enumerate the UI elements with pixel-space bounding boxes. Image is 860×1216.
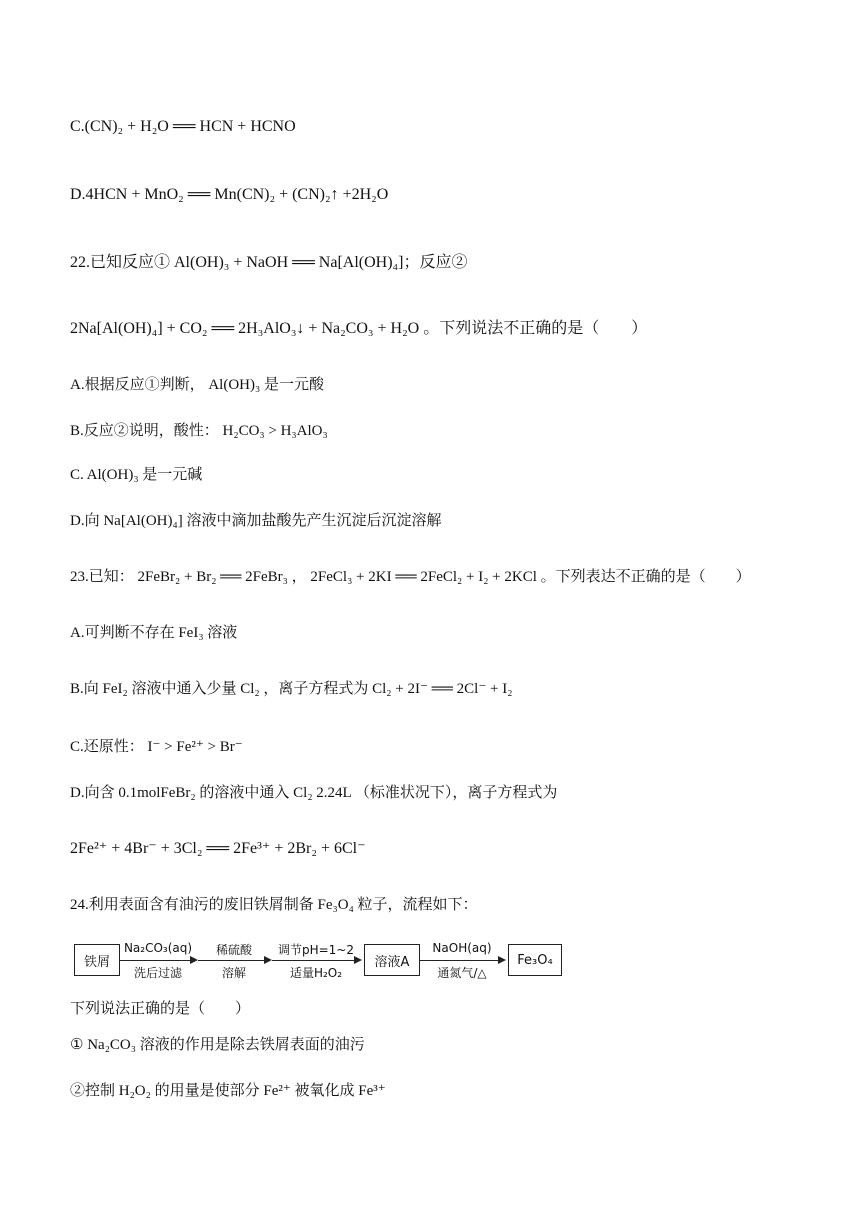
q22-option-c: C. Al(OH)₃ 是一元碱: [70, 467, 203, 483]
flow-arrow-2-bottom-label: 溶解: [221, 966, 246, 980]
flow-arrow-4-top-label: NaOH(aq): [432, 941, 492, 955]
q22-option-d: D.向 Na[Al(OH)₄] 溶液中滴加盐酸先产生沉淀后沉淀溶解: [70, 513, 442, 529]
flow-arrow-2: [198, 960, 270, 961]
q21-option-c: C.(CN)₂ + H₂O ══ HCN + HCNO: [70, 118, 296, 135]
flow-arrow-1: [120, 960, 196, 961]
flow-arrow-4: [420, 960, 504, 961]
q22-stem-line2: 2Na[Al(OH)₄] + CO₂ ══ 2H₃AlO₃↓ + Na₂CO₃ + H₂O 。下列说法不正确的是（ ）: [70, 320, 648, 337]
flow-arrow-3-bottom-label: 适量H₂O₂: [289, 966, 343, 980]
q23-option-d: D.向含 0.1molFeBr₂ 的溶液中通入 Cl₂ 2.24L （标准状况下），离子方程式为: [70, 785, 558, 801]
flow-arrow-4-bottom-label: 通氮气/△: [437, 966, 487, 980]
q24-statement-1: ① Na₂CO₃ 溶液的作用是除去铁屑表面的油污: [70, 1037, 365, 1053]
q23-stem: 23.已知： 2FeBr₂ + Br₂ ══ 2FeBr₃ ， 2FeCl₃ + 2KI ══ 2FeCl₂ + I₂ + 2KCl 。下列表达不正确的是（ ）: [70, 569, 751, 585]
flow-box-iron-scraps: 铁屑: [74, 944, 120, 976]
flow-box-solution-a: 溶液A: [364, 944, 420, 976]
q22-option-b: B.反应②说明，酸性： H₂CO₃ > H₃AlO₃: [70, 423, 328, 439]
q23-option-d-equation: 2Fe²⁺ + 4Br⁻ + 3Cl₂ ══ 2Fe³⁺ + 2Br₂ + 6Cl⁻: [70, 840, 366, 857]
flow-arrow-1-bottom-label: 洗后过滤: [133, 966, 182, 980]
q24-stem: 24.利用表面含有油污的废旧铁屑制备 Fe₃O₄ 粒子，流程如下：: [70, 897, 478, 913]
q24-statement-2: ②控制 H₂O₂ 的用量是使部分 Fe²⁺ 被氧化成 Fe³⁺: [70, 1083, 386, 1099]
q24-question: 下列说法正确的是（ ）: [70, 1001, 251, 1017]
q21-option-d: D.4HCN + MnO₂ ══ Mn(CN)₂ + (CN)₂↑ +2H₂O: [70, 186, 389, 203]
flow-box-fe3o4: Fe₃O₄: [508, 944, 562, 976]
q22-option-a: A.根据反应①判断， Al(OH)₃ 是一元酸: [70, 377, 324, 393]
q23-option-c: C.还原性： I⁻ > Fe²⁺ > Br⁻: [70, 739, 243, 755]
flow-arrow-2-top-label: 稀硫酸: [215, 943, 252, 957]
q23-option-a: A.可判断不存在 FeI₃ 溶液: [70, 625, 238, 641]
flow-arrow-3-top-label: 调节pH=1~2: [277, 943, 355, 957]
q23-option-b: B.向 FeI₂ 溶液中通入少量 Cl₂ ，离子方程式为 Cl₂ + 2I⁻ ══ 2Cl⁻ + I₂: [70, 681, 513, 697]
q22-stem-line1: 22.已知反应① Al(OH)₃ + NaOH ══ Na[Al(OH)₄]；反应②: [70, 254, 468, 271]
q24-flowchart: [74, 937, 564, 987]
flow-arrow-3: [272, 960, 360, 961]
flow-arrow-1-top-label: Na₂CO₃(aq): [123, 941, 193, 955]
